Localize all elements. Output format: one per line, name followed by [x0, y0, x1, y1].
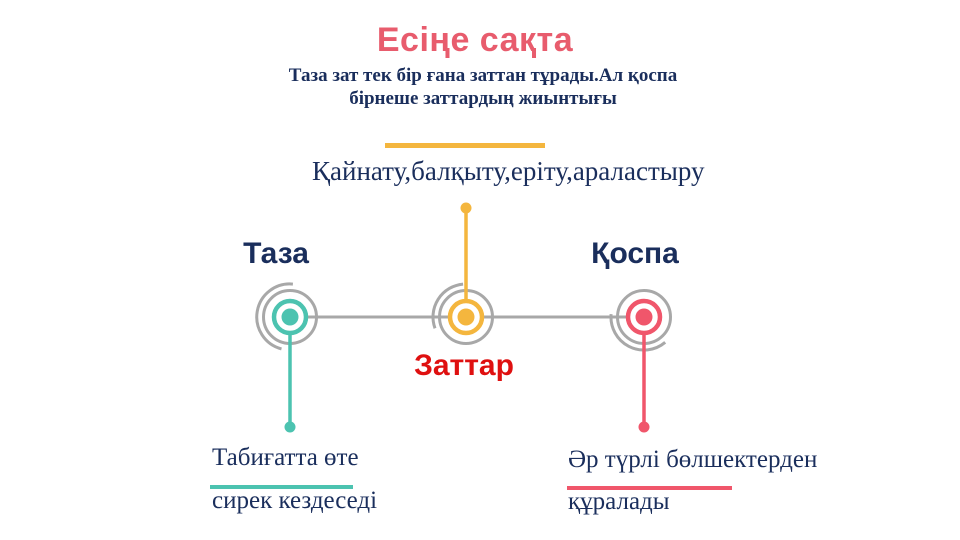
slide-title: Есіңе сақта: [376, 21, 574, 59]
pure-description-line-2: сирек кездеседі: [212, 487, 378, 514]
label-pure: Таза: [243, 237, 309, 270]
pure-stem-end-dot: [285, 422, 296, 433]
mixture-stem-end-dot: [639, 422, 650, 433]
mixture-node-dot: [636, 309, 653, 326]
mixture-description-line-2: құралады: [568, 488, 670, 515]
mixture-description-line-1: Әр түрлі бөлшектерден: [568, 446, 818, 473]
label-substances: Заттар: [414, 349, 514, 382]
label-mixture: Қоспа: [591, 237, 679, 270]
subtitle-line-2: бірнеше заттардың жиынтығы: [349, 88, 617, 109]
process-text: Қайнату,балқыту,еріту,араластыру: [312, 156, 705, 186]
subtitle-line-1: Таза зат тек бір ғана заттан тұрады.Ал қоспа: [288, 65, 678, 86]
pure-description-line-1: Табиғатта өте: [212, 444, 359, 471]
substances-stem-end-dot: [461, 203, 472, 214]
pure-node-dot: [282, 309, 299, 326]
substances-node-dot: [458, 309, 475, 326]
